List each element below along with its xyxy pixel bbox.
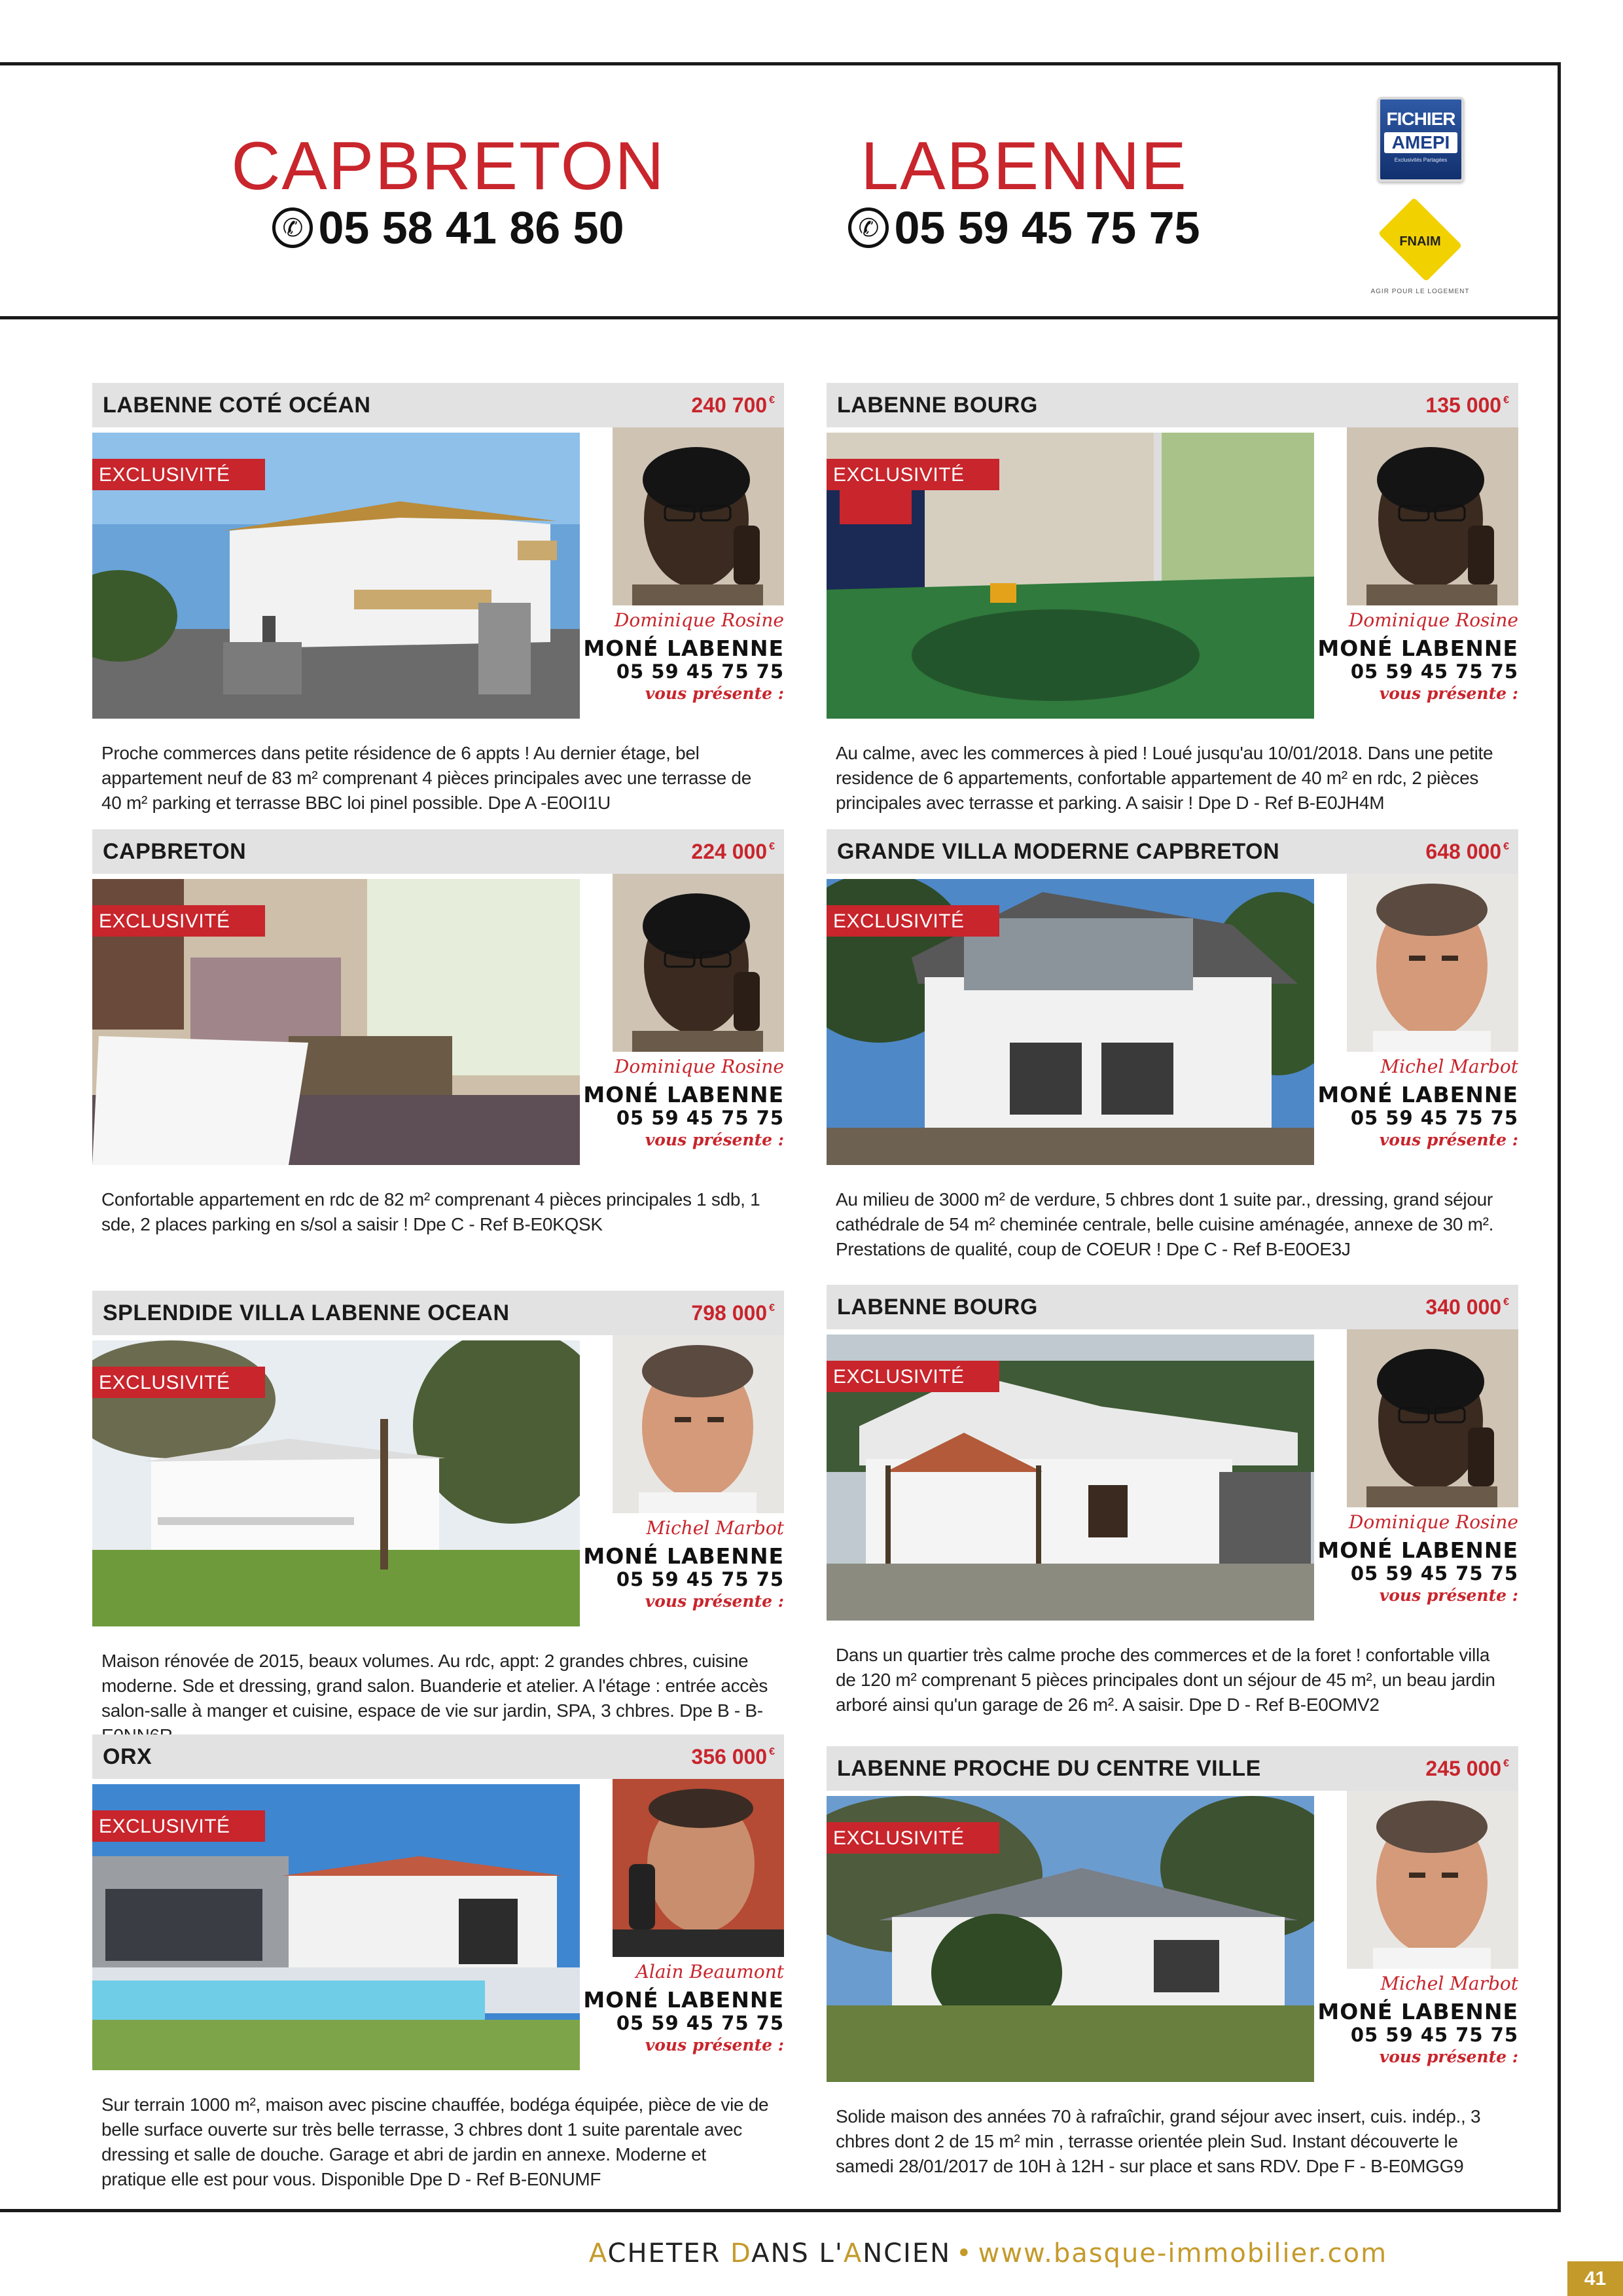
listing-price	[691, 840, 775, 864]
presents-text: vous présente :	[645, 684, 784, 703]
agent-photo	[613, 1335, 784, 1513]
presents-text: vous présente :	[645, 2036, 784, 2054]
logo-text: AGIR POUR LE LOGEMENT	[1370, 288, 1470, 295]
agent-photo	[613, 874, 784, 1052]
exclusivity-badge: EXCLUSIVITÉ	[827, 905, 999, 937]
footer-bullet: •	[956, 2238, 973, 2269]
property-listing[interactable]	[92, 1291, 784, 1748]
listing-price	[1425, 393, 1509, 418]
listing-description: Maison rénovée de 2015, beaux volumes. Au rdc, appt: 2 grandes chbres, cuisine moderne. Sde et dressing, grand salon. Buanderie et atelier. A l'étage : entrée accès salon-salle à manger et cuisine, espace de vie sur jardin, SPA, 3 chbres. Dpe B - B-	[101, 1651, 768, 1721]
agent-name: Michel Marbot	[1380, 1973, 1518, 1994]
listing-body	[827, 1791, 1518, 2082]
price-value: 245 000	[1425, 1756, 1502, 1780]
price-value: 356 000	[691, 1744, 768, 1768]
property-listing[interactable]	[827, 383, 1518, 816]
price-value: 240 700	[691, 393, 768, 417]
agency-phone: 05 59 45 75 75	[616, 1107, 784, 1129]
listing-price	[1425, 1757, 1509, 1781]
fichier-amepi-logo	[1378, 97, 1464, 182]
listing-description: Au calme, avec les commerces à pied ! Loué jusqu'au 10/01/2018. Dans une petite residence de 6 appartements, confortable appartement de 40 m² en rdc, 2 pièces principales avec terrasse et parking. A saisir ! Dpe D - Ref B-E0JH4M	[836, 743, 1493, 813]
listing-header	[827, 1746, 1518, 1791]
listing-description: Dans un quartier très calme proche des commerces et de la foret ! confortable villa de 120 m² comprenant 5 pièces principales dont un séjour de 45 m², un beau jardin arboré ainsi qu'un garage de 26 m². A saisir. Dpe D - Ref B-E0OMV2	[836, 1645, 1495, 1715]
agent-name: Michel Marbot	[1380, 1056, 1518, 1077]
property-photo[interactable]	[92, 879, 580, 1165]
agency-town: CAPBRETON	[231, 128, 666, 204]
phone-icon: ✆	[272, 207, 313, 248]
agency-name: MONÉ LABENNE	[583, 1082, 784, 1107]
property-listing[interactable]	[92, 829, 784, 1237]
property-photo[interactable]	[827, 1335, 1314, 1621]
fnaim-logo	[1355, 203, 1486, 298]
property-photo[interactable]	[92, 1784, 580, 2070]
listing-body	[827, 427, 1518, 719]
agency-phone: 05 59 45 75 75	[1350, 1107, 1518, 1129]
agency-name: MONÉ LABENNE	[1317, 1537, 1518, 1563]
listing-price	[691, 1301, 775, 1325]
agent-name: Michel Marbot	[646, 1517, 784, 1539]
presents-text: vous présente :	[1379, 1586, 1518, 1605]
agency-name: MONÉ LABENNE	[583, 636, 784, 661]
currency-symbol: €	[769, 1302, 775, 1314]
agency-name: MONÉ LABENNE	[1317, 636, 1518, 661]
agency-name: MONÉ LABENNE	[583, 1987, 784, 2013]
footer-initial: D	[730, 2238, 752, 2269]
footer-initial: A	[843, 2238, 863, 2269]
agency-name: MONÉ LABENNE	[583, 1543, 784, 1569]
exclusivity-badge: EXCLUSIVITÉ	[92, 1810, 265, 1842]
listing-header	[92, 1734, 784, 1779]
agent-name: Dominique Rosine	[614, 609, 784, 631]
property-photo[interactable]	[92, 433, 580, 719]
footer-initial: A	[588, 2238, 608, 2269]
listing-description: Confortable appartement en rdc de 82 m² comprenant 4 pièces principales 1 sdb, 1 sde, 2 places parking en s/sol a saisir ! Dpe C - Ref B-E0KQSK	[101, 1189, 760, 1234]
property-listing[interactable]	[827, 1746, 1518, 2179]
agency-name: MONÉ LABENNE	[1317, 1999, 1518, 2024]
exclusivity-badge: EXCLUSIVITÉ	[827, 1822, 999, 1854]
footer-text: NCIEN	[863, 2238, 952, 2269]
listing-header	[827, 829, 1518, 874]
agency-phone: 05 59 45 75 75	[1350, 660, 1518, 683]
presents-text: vous présente :	[1379, 1130, 1518, 1149]
agency-labenne	[795, 128, 1253, 254]
logo-text: FNAIM	[1399, 234, 1441, 249]
agency-phone: 05 59 45 75 75	[1350, 2024, 1518, 2046]
price-value: 135 000	[1425, 393, 1502, 417]
agency-phone: 05 59 45 75 75	[1350, 1562, 1518, 1585]
logo-text: FICHIER	[1386, 109, 1455, 129]
property-photo[interactable]	[827, 879, 1314, 1165]
agent-photo	[613, 427, 784, 605]
agency-phone: 05 59 45 75 75	[616, 1568, 784, 1590]
currency-symbol: €	[769, 840, 775, 852]
listing-price	[1425, 840, 1509, 864]
listing-body	[827, 1329, 1518, 1621]
currency-symbol: €	[1503, 1296, 1509, 1308]
agent-photo	[1347, 1329, 1518, 1507]
currency-symbol: €	[1503, 1757, 1509, 1769]
logo-text: Exclusivités Partagées	[1394, 157, 1448, 163]
exclusivity-badge: EXCLUSIVITÉ	[827, 459, 999, 490]
presents-text: vous présente :	[645, 1130, 784, 1149]
listing-body	[92, 874, 784, 1165]
exclusivity-badge: EXCLUSIVITÉ	[92, 1367, 265, 1398]
footer-banner	[0, 2238, 1623, 2269]
agent-name: Alain Beaumont	[635, 1961, 784, 1982]
agent-photo	[1347, 1791, 1518, 1969]
currency-symbol: €	[1503, 394, 1509, 406]
logo-text: AMEPI	[1384, 132, 1457, 153]
listing-description: Solide maison des années 70 à rafraîchir, grand séjour avec insert, cuis. indép., 3 chbres dont 2 de 15 m² min , terrasse orientée plein Sud. Instant découverte le samedi 28/01/2017 de 10H à 12H - sur place et sans RDV. Dpe F - B-E0MGG9	[836, 2106, 1481, 2176]
agent-name: Dominique Rosine	[1348, 1511, 1518, 1533]
listing-header	[92, 383, 784, 427]
listing-description: Au milieu de 3000 m² de verdure, 5 chbres dont 1 suite par., dressing, grand séjour cathédrale de 54 m² cheminée centrale, belle cuisine aménagée, annexe de 30 m². Prestations de qualité, coup de COEUR ! Dpe C - Ref B-E0OE3J	[836, 1189, 1494, 1259]
agency-name: MONÉ LABENNE	[1317, 1082, 1518, 1107]
agent-photo	[1347, 427, 1518, 605]
listing-title: CAPBRETON	[103, 838, 247, 864]
agency-phone-line	[795, 202, 1253, 254]
exclusivity-badge: EXCLUSIVITÉ	[92, 459, 265, 490]
listing-title: GRANDE VILLA MODERNE CAPBRETON	[837, 838, 1280, 864]
listing-title: LABENNE PROCHE DU CENTRE VILLE	[837, 1755, 1261, 1781]
price-value: 798 000	[691, 1300, 768, 1325]
exclusivity-badge: EXCLUSIVITÉ	[92, 905, 265, 937]
agency-phone-line	[219, 202, 677, 254]
currency-symbol: €	[1503, 840, 1509, 852]
presents-text: vous présente :	[645, 1592, 784, 1611]
footer-text: ANS L'	[751, 2238, 844, 2269]
listing-body	[827, 874, 1518, 1165]
listing-title: ORX	[103, 1744, 152, 1769]
property-listing[interactable]	[92, 1734, 784, 2192]
agent-photo	[1347, 874, 1518, 1052]
agency-capbreton	[219, 128, 677, 254]
property-listing[interactable]	[827, 829, 1518, 1262]
price-value: 224 000	[691, 839, 768, 863]
agent-name: Dominique Rosine	[614, 1056, 784, 1077]
listing-header	[92, 829, 784, 874]
currency-symbol: €	[769, 1746, 775, 1757]
listing-body	[92, 427, 784, 719]
property-listing[interactable]	[92, 383, 784, 816]
footer-text: CHETER	[607, 2238, 731, 2269]
price-value: 340 000	[1425, 1295, 1502, 1319]
presents-text: vous présente :	[1379, 684, 1518, 703]
agency-phone: 05 59 45 75 75	[616, 660, 784, 683]
listing-title: LABENNE BOURG	[837, 392, 1038, 418]
listing-description: Sur terrain 1000 m², maison avec piscine chauffée, bodéga équipée, pièce de vie de belle surface ouverte sur très belle terrasse, 3 chbres dont 1 suite parentale avec dressing et salle de douche. Garage et abri de jardin en annexe. Moderne et pratique elle est pour vous. Disponible Dpe D - Ref B-E0NUMF	[101, 2094, 769, 2189]
header-divider	[0, 316, 1561, 319]
listing-price	[691, 393, 775, 418]
listing-title: LABENNE COTÉ OCÉAN	[103, 392, 371, 418]
property-photo[interactable]	[827, 1796, 1314, 2082]
agency-town: LABENNE	[861, 128, 1188, 204]
listing-title: LABENNE BOURG	[837, 1294, 1038, 1319]
presents-text: vous présente :	[1379, 2047, 1518, 2066]
listing-price	[1425, 1295, 1509, 1319]
property-photo[interactable]	[827, 433, 1314, 719]
exclusivity-badge: EXCLUSIVITÉ	[827, 1361, 999, 1392]
listing-header	[92, 1291, 784, 1335]
agency-phone-number: 05 58 41 86 50	[318, 202, 624, 253]
page-number: 41	[1567, 2261, 1623, 2296]
price-value: 648 000	[1425, 839, 1502, 863]
listing-description: Proche commerces dans petite résidence de 6 appts ! Au dernier étage, bel appartement neuf de 83 m² comprenant 4 pièces principales avec une terrasse de 40 m² parking et terrasse BBC loi pinel possible. Dpe A -E0OI1U	[101, 743, 751, 813]
currency-symbol: €	[769, 394, 775, 406]
listing-header	[827, 383, 1518, 427]
agent-name: Dominique Rosine	[1348, 609, 1518, 631]
listing-price	[691, 1745, 775, 1769]
agency-phone: 05 59 45 75 75	[616, 2012, 784, 2034]
listing-body	[92, 1779, 784, 2070]
property-photo[interactable]	[92, 1340, 580, 1626]
phone-icon: ✆	[848, 207, 889, 248]
agent-photo	[613, 1779, 784, 1957]
listing-title: SPLENDIDE VILLA LABENNE OCEAN	[103, 1300, 510, 1325]
property-listing[interactable]	[827, 1285, 1518, 1717]
listing-header	[827, 1285, 1518, 1329]
agency-phone-number: 05 59 45 75 75	[894, 202, 1200, 253]
footer-website-link[interactable]: www.basque-immobilier.com	[978, 2238, 1388, 2269]
listing-body	[92, 1335, 784, 1626]
